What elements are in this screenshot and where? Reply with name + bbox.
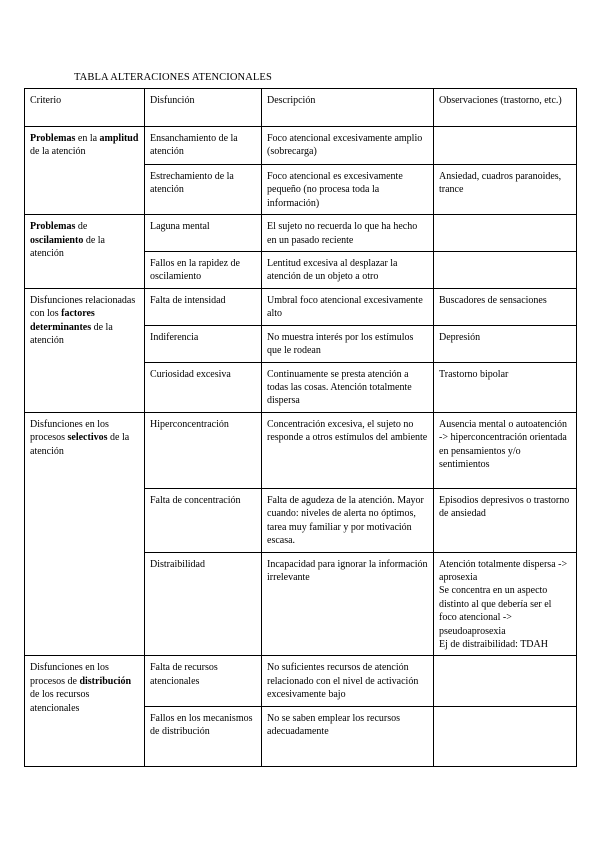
descripcion-cell: Foco atencional es excesivamente pequeño (no procesa toda la información) xyxy=(262,165,434,215)
observaciones-cell xyxy=(434,656,577,706)
observaciones-cell xyxy=(434,552,577,656)
page-title: TABLA ALTERACIONES ATENCIONALES xyxy=(74,72,272,83)
disfuncion-cell: Fallos en la rapidez de oscilamiento xyxy=(145,252,262,289)
observaciones-cell: Ansiedad, cuadros paranoides, trance xyxy=(434,165,577,215)
disfuncion-cell: Laguna mental xyxy=(145,215,262,252)
header-descripcion: Descripción xyxy=(262,89,434,127)
descripcion-cell: Continuamente se presta atención a todas las cosas. Atención totalmente dispersa xyxy=(262,362,434,412)
observaciones-cell: Ausencia mental o autoatención -> hiperconcentración orientada en pensamientos y/o sentimientos xyxy=(434,412,577,488)
descripcion-cell: Concentración excesiva, el sujeto no responde a otros estímulos del ambiente xyxy=(262,412,434,488)
descripcion-cell: No suficientes recursos de atención relacionado con el nivel de activación excesivamente bajo xyxy=(262,656,434,706)
disfuncion-cell: Falta de intensidad xyxy=(145,288,262,325)
disfuncion-cell: Ensanchamiento de la atención xyxy=(145,127,262,165)
descripcion-cell: El sujeto no recuerda lo que ha hecho en un pasado reciente xyxy=(262,215,434,252)
disfuncion-cell: Falta de concentración xyxy=(145,488,262,552)
descripcion-cell: Foco atencional excesivamente amplio (sobrecarga) xyxy=(262,127,434,165)
observaciones-cell xyxy=(434,215,577,252)
disfuncion-cell: Curiosidad excesiva xyxy=(145,362,262,412)
observaciones-cell: Trastorno bipolar xyxy=(434,362,577,412)
descripcion-cell: Umbral foco atencional excesivamente alto xyxy=(262,288,434,325)
criterio-cell: Problemas de oscilamiento de la atención xyxy=(25,215,145,289)
observaciones-cell xyxy=(434,706,577,766)
descripcion-cell: Falta de agudeza de la atención. Mayor cuando: niveles de alerta no óptimos, tarea muy familiar y por motivación escasa. xyxy=(262,488,434,552)
observaciones-cell: Episodios depresivos o trastorno de ansiedad xyxy=(434,488,577,552)
header-observaciones: Observaciones (trastorno, etc.) xyxy=(434,89,577,127)
attention-table xyxy=(24,88,577,767)
disfuncion-cell: Estrechamiento de la atención xyxy=(145,165,262,215)
table-row xyxy=(25,288,577,325)
descripcion-cell: Incapacidad para ignorar la información irrelevante xyxy=(262,552,434,656)
descripcion-cell: No muestra interés por los estímulos que le rodean xyxy=(262,325,434,362)
observaciones-cell xyxy=(434,252,577,289)
table-row xyxy=(25,215,577,252)
disfuncion-cell: Fallos en los mecanismos de distribución xyxy=(145,706,262,766)
header-disfuncion: Disfunción xyxy=(145,89,262,127)
observation-line: Se concentra en un aspecto distinto al que debería ser el foco atencional -> pseudoaprosexia xyxy=(439,585,552,637)
criterio-cell: Disfunciones relacionadas con los factores determinantes de la atención xyxy=(25,288,145,412)
disfuncion-cell: Distraibilidad xyxy=(145,552,262,656)
disfuncion-cell: Indiferencia xyxy=(145,325,262,362)
header-criterio: Criterio xyxy=(25,89,145,127)
table-row xyxy=(25,412,577,488)
criterio-cell: Disfunciones en los procesos selectivos de la atención xyxy=(25,412,145,655)
observaciones-cell xyxy=(434,127,577,165)
table-header-row xyxy=(25,89,577,127)
descripcion-cell: Lentitud excesiva al desplazar la atención de un objeto a otro xyxy=(262,252,434,289)
disfuncion-cell: Hiperconcentración xyxy=(145,412,262,488)
criterio-cell: Disfunciones en los procesos de distribución de los recursos atencionales xyxy=(25,656,145,766)
criterio-cell: Problemas en la amplitud de la atención xyxy=(25,127,145,215)
observaciones-cell: Buscadores de sensaciones xyxy=(434,288,577,325)
descripcion-cell: No se saben emplear los recursos adecuadamente xyxy=(262,706,434,766)
observation-line: Ej de distraibilidad: TDAH xyxy=(439,638,548,650)
table-row xyxy=(25,656,577,706)
table-row xyxy=(25,127,577,165)
disfuncion-cell: Falta de recursos atencionales xyxy=(145,656,262,706)
observation-line: Atención totalmente dispersa -> aprosexia xyxy=(439,558,568,583)
observaciones-cell: Depresión xyxy=(434,325,577,362)
